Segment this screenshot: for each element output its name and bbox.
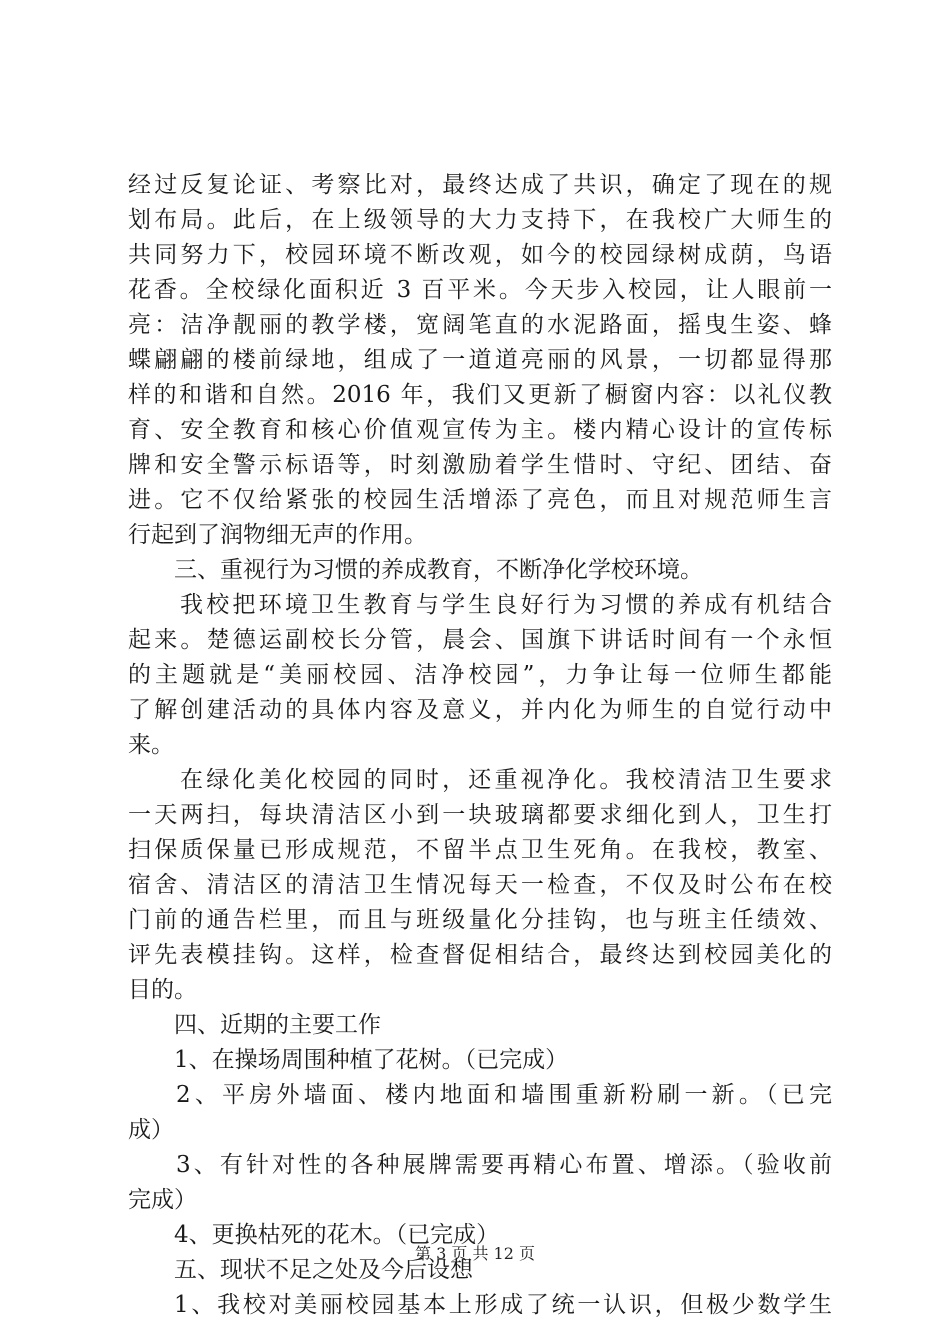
text-line: 扫保质保量已形成规范，不留半点卫生死角。在我校，教室、 — [128, 837, 832, 863]
text-line: 一天两扫，每块清洁区小到一块玻璃都要求细化到人，卫生打 — [128, 802, 832, 828]
text-line: 育、安全教育和核心价值观宣传为主。楼内精心设计的宣传标 — [128, 417, 832, 443]
list-item: 3、有针对性的各种展牌需要再精心布置、增添。（验收前 — [176, 1152, 832, 1178]
text-line: 牌和安全警示标语等，时刻激励着学生惜时、守纪、团结、奋 — [128, 452, 832, 478]
section-heading: 五、现状不足之处及今后设想 — [174, 1257, 473, 1283]
page-footer — [0, 1244, 950, 1264]
text-line: 共同努力下，校园环境不断改观，如今的校园绿树成荫，鸟语 — [128, 242, 832, 268]
text-line: 完成） — [128, 1187, 197, 1213]
text-line: 划布局。此后，在上级领导的大力支持下，在我校广大师生的 — [128, 207, 832, 233]
text-line: 经过反复论证、考察比对，最终达成了共识，确定了现在的规 — [128, 172, 832, 198]
section-heading: 四、近期的主要工作 — [174, 1012, 381, 1038]
list-item: 2、平房外墙面、楼内地面和墙围重新粉刷一新。（已完 — [176, 1082, 832, 1108]
text-line: 在绿化美化校园的同时，还重视净化。我校清洁卫生要求 — [180, 767, 832, 793]
text-line: 花香。全校绿化面积近 3 百平米。今天步入校园，让人眼前一 — [128, 277, 832, 303]
text-line: 评先表模挂钩。这样，检查督促相结合，最终达到校园美化的 — [128, 942, 832, 968]
text-line: 的主题就是“美丽校园、洁净校园”，力争让每一位师生都能 — [128, 662, 832, 688]
text-line: 亮：洁净靓丽的教学楼，宽阔笔直的水泥路面，摇曳生姿、蜂 — [128, 312, 832, 338]
text-line: 我校把环境卫生教育与学生良好行为习惯的养成有机结合 — [180, 592, 832, 618]
text-line: 宿舍、清洁区的清洁卫生情况每天一检查，不仅及时公布在校 — [128, 872, 832, 898]
text-line: 成） — [128, 1117, 174, 1143]
body-text — [128, 168, 832, 1323]
text-line: 行起到了润物细无声的作用。 — [128, 522, 427, 548]
text-line: 蝶翩翩的楼前绿地，组成了一道道亮丽的风景，一切都显得那 — [128, 347, 832, 373]
text-line: 来。 — [128, 732, 174, 758]
text-line: 起来。楚德运副校长分管，晨会、国旗下讲话时间有一个永恒 — [128, 627, 832, 653]
text-line: 目的。 — [128, 977, 197, 1003]
section-heading: 三、重视行为习惯的养成教育，不断净化学校环境。 — [174, 557, 703, 583]
list-item: 1、在操场周围种植了花树。（已完成） — [174, 1047, 569, 1073]
text-line: 样的和谐和自然。2016 年，我们又更新了橱窗内容：以礼仪教 — [128, 382, 832, 408]
text-line: 门前的通告栏里，而且与班级量化分挂钩，也与班主任绩效、 — [128, 907, 832, 933]
text-line: 了解创建活动的具体内容及意义，并内化为师生的自觉行动中 — [128, 697, 832, 723]
page-number: 第 3 页 共 12 页 — [415, 1244, 535, 1263]
list-item: 4、更换枯死的花木。（已完成） — [174, 1222, 500, 1248]
list-item: 1、我校对美丽校园基本上形成了统一认识，但极少数学生 — [174, 1292, 832, 1318]
text-line: 进。它不仅给紧张的校园生活增添了亮色，而且对规范师生言 — [128, 487, 832, 513]
